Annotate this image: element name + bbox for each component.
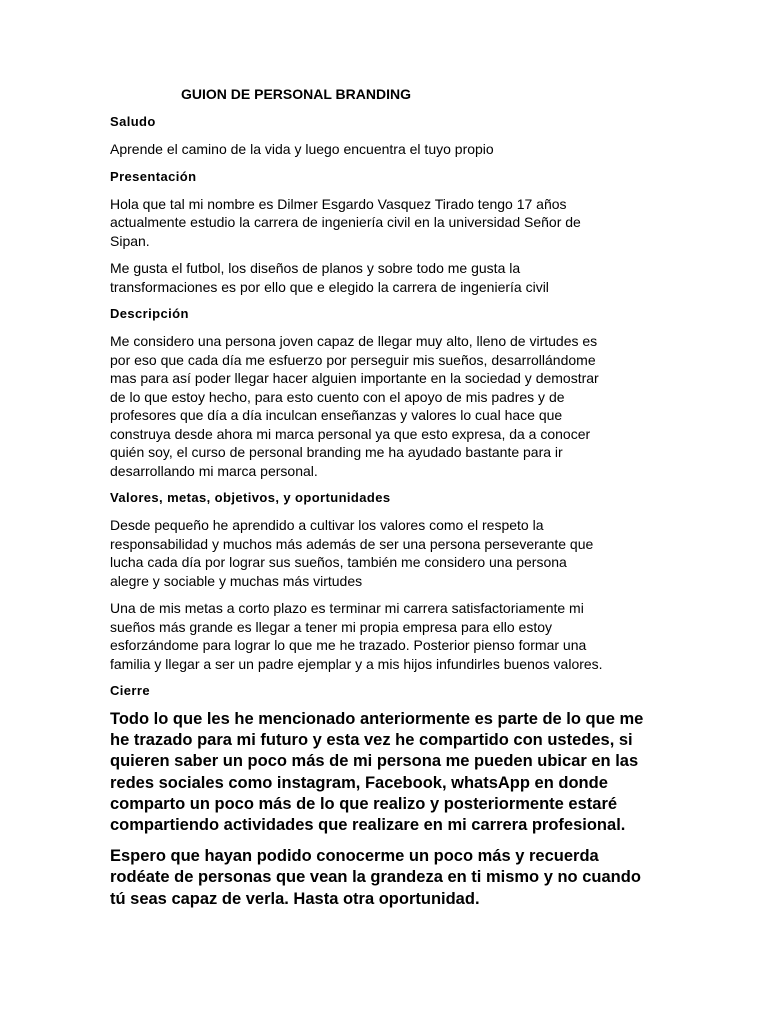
document-body bbox=[110, 113, 670, 920]
heading-valores: Valores, metas, objetivos, y oportunidades bbox=[110, 490, 391, 505]
cierre-paragraph-2: Espero que hayan podido conocerme un poco más y recuerda rodéate de personas que vean la grandeza en ti mismo y no cuando tú seas capaz de verla. Hasta otra oportunidad. bbox=[110, 847, 641, 908]
cierre-paragraph-1: Todo lo que les he mencionado anteriormente es parte de lo que me he trazado para mi futuro y esta vez he compartido con ustedes, si quieren saber un poco más de mi persona me pueden ubicar en las redes sociales como instagram, Facebook, whatsApp en donde comparto un poco más de lo que realizo y posteriormente estaré compartiendo actividades que realizare en mi carrera profesional. bbox=[110, 710, 644, 835]
document-title: GUION DE PERSONAL BRANDING bbox=[181, 86, 411, 102]
descripcion-text: Me considero una persona joven capaz de llegar muy alto, lleno de virtudes es por eso que cada día me esfuerzo por perseguir mis sueños, desarrollándome mas para así poder llegar hacer alguien importante en la sociedad y demostrar de lo que estoy hecho, para esto cuento con el apoyo de mis padres y de profesores que día a día inculcan enseñanzas y valores lo cual hace que construya desde ahora mi marca personal ya que esto expresa, da a conocer quién soy, el curso de personal branding me ha ayudado bastante para ir desarrollando mi marca personal. bbox=[110, 333, 599, 479]
heading-cierre: Cierre bbox=[110, 683, 150, 698]
presentacion-paragraph-2: Me gusta el futbol, los diseños de planos y sobre todo me gusta la transformaciones es por ello que e elegido la carrera de ingeniería civil bbox=[110, 260, 549, 295]
valores-paragraph-2: Una de mis metas a corto plazo es terminar mi carrera satisfactoriamente mi sueños más grande es llegar a tener mi propia empresa para ello estoy esforzándome para lograr lo que me he trazado. Posterior pienso formar una familia y llegar a ser un padre ejemplar y a mis hijos infundirles buenos valores. bbox=[110, 600, 603, 672]
saludo-text: Aprende el camino de la vida y luego encuentra el tuyo propio bbox=[110, 141, 494, 157]
heading-descripcion: Descripción bbox=[110, 306, 189, 321]
valores-paragraph-1: Desde pequeño he aprendido a cultivar los valores como el respeto la responsabilidad y muchos más además de ser una persona perseverante que lucha cada día por lograr sus sueños, también me considero una persona alegre y sociable y muchas más virtudes bbox=[110, 517, 594, 589]
presentacion-paragraph-1: Hola que tal mi nombre es Dilmer Esgardo Vasquez Tirado tengo 17 años actualmente estudio la carrera de ingeniería civil en la universidad Señor de Sipan. bbox=[110, 195, 581, 249]
heading-presentacion: Presentación bbox=[110, 168, 197, 184]
heading-saludo: Saludo bbox=[110, 114, 156, 129]
